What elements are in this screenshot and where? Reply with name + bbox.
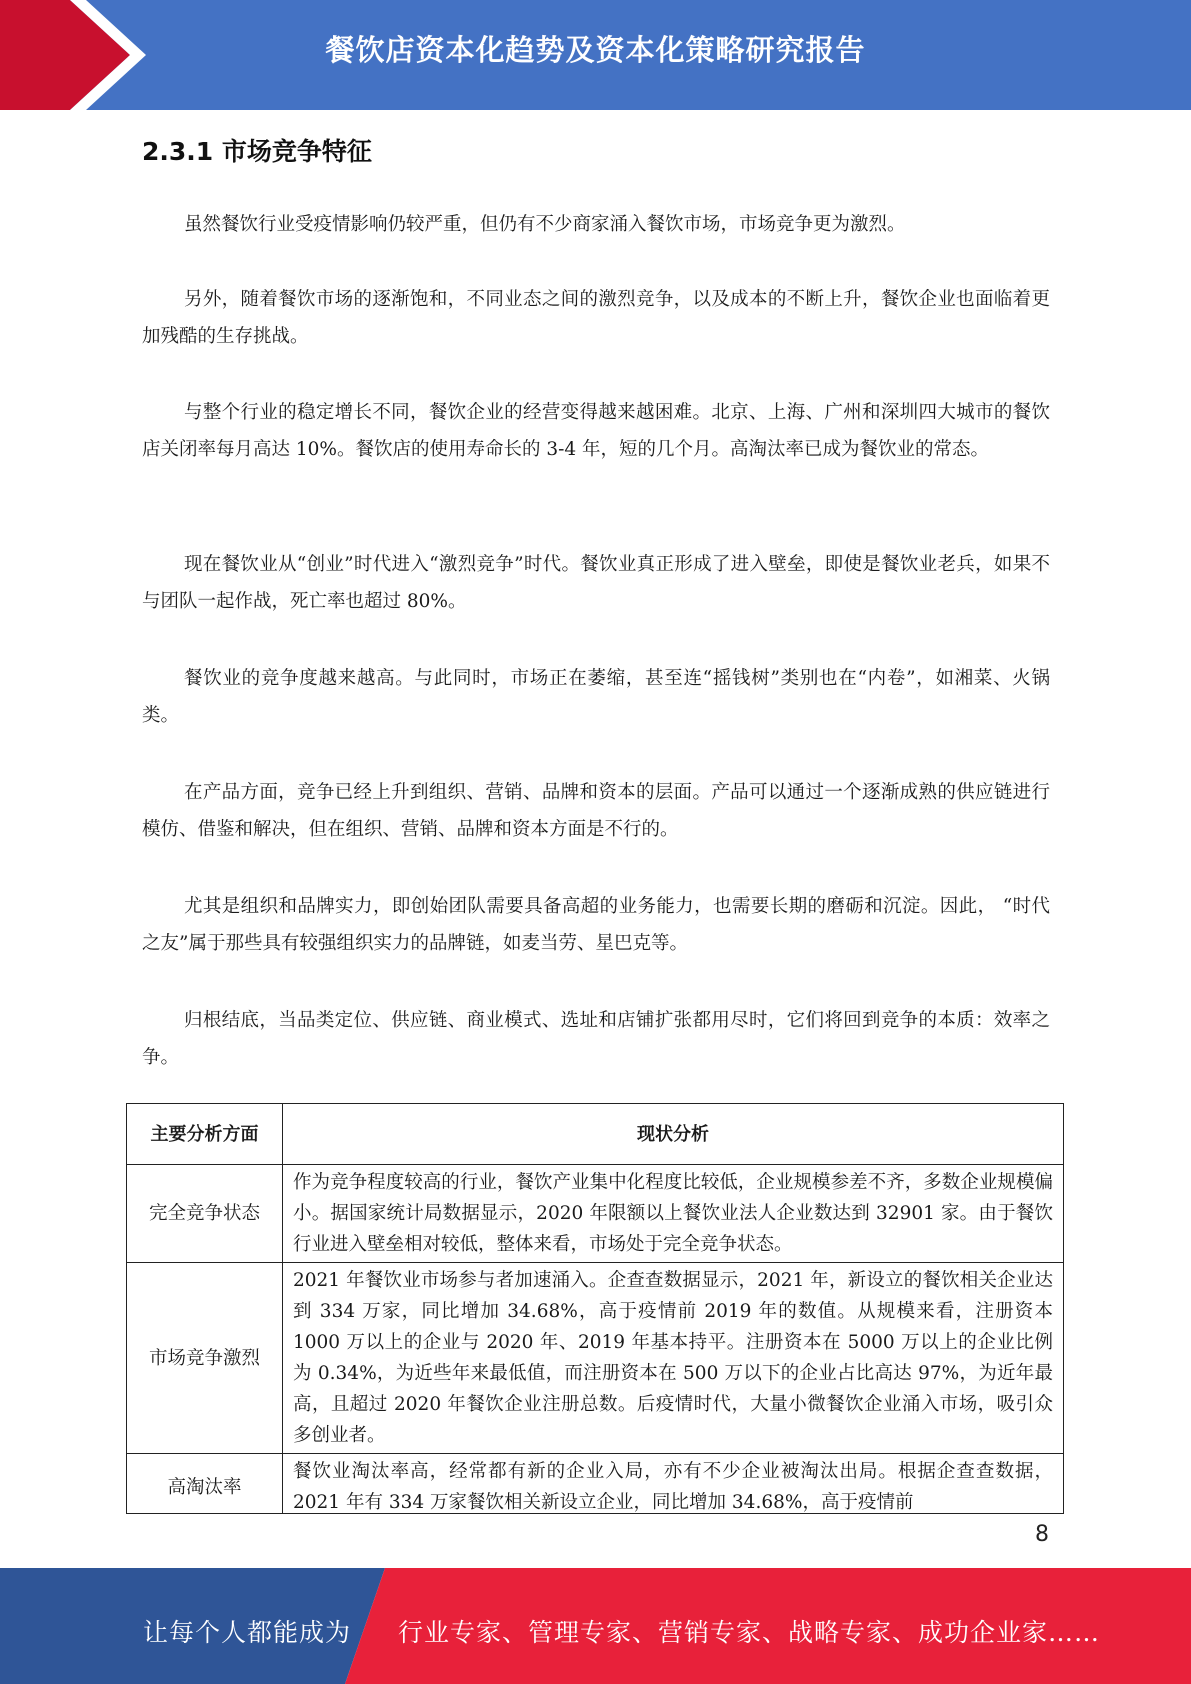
page-header	[0, 0, 1191, 110]
table-cell-analysis: 作为竞争程度较高的行业，餐饮产业集中化程度比较低，企业规模参差不齐，多数企业规模偏小。据国家统计局数据显示，2020 年限额以上餐饮业法人企业数达到 32901 家。由于餐饮行业进入壁垒相对较低，整体来看，市场处于完全竞争状态。	[283, 1165, 1064, 1263]
table-header-row	[127, 1104, 1064, 1165]
paragraph: 现在餐饮业从“创业”时代进入“激烈竞争”时代。餐饮业真正形成了进入壁垒，即使是餐饮业老兵，如果不与团队一起作战，死亡率也超过 80%。	[142, 554, 1050, 612]
table-row	[127, 1454, 1064, 1515]
table-cell-analysis: 餐饮业淘汰率高，经常都有新的企业入局，亦有不少企业被淘汰出局。根据企查查数据，2021 年有 334 万家餐饮相关新设立企业，同比增加 34.68%，高于疫情前	[283, 1454, 1064, 1515]
table-cell-analysis: 2021 年餐饮业市场参与者加速涌入。企查查数据显示，2021 年，新设立的餐饮相关企业达到 334 万家，同比增加 34.68%，高于疫情前 2019 年的数值。从规模来看，注册资本 1000 万以上的企业与 2020 年、2019 年基本持平。注册资本在 5000 万以上的企业比例为 0.34%，为近些年来最低值，而注册资本在 500 万以下的企业占比高达 97%，为近年最高，且超过 2020 年餐饮企业注册总数。后疫情时代，大量小微餐饮企业涌入市场，吸引众多创业者。	[283, 1263, 1064, 1454]
table-header-analysis: 现状分析	[283, 1104, 1064, 1165]
paragraph: 尤其是组织和品牌实力，即创始团队需要具备高超的业务能力，也需要长期的磨砺和沉淀。因此， “时代之友”属于那些具有较强组织实力的品牌链，如麦当劳、星巴克等。	[142, 896, 1050, 954]
footer-slogan-right: 行业专家、管理专家、营销专家、战略专家、成功企业家……	[398, 1618, 1101, 1647]
analysis-table	[126, 1103, 1064, 1514]
table-bottom-border	[127, 1513, 1064, 1514]
report-title: 餐饮店资本化趋势及资本化策略研究报告	[325, 33, 866, 67]
paragraph: 餐饮业的竞争度越来越高。与此同时，市场正在萎缩，甚至连“摇钱树”类别也在“内卷”，如湘菜、火锅类。	[142, 668, 1050, 726]
table-row	[127, 1263, 1064, 1454]
page-number: 8	[1035, 1522, 1049, 1547]
paragraph: 与整个行业的稳定增长不同，餐饮企业的经营变得越来越困难。北京、上海、广州和深圳四大城市的餐饮店关闭率每月高达 10%。餐饮店的使用寿命长的 3-4 年，短的几个月。高淘汰率已成为餐饮业的常态。	[142, 402, 1050, 460]
page-footer	[0, 1568, 1191, 1684]
section-heading: 2.3.1 市场竞争特征	[142, 137, 372, 166]
table-row	[127, 1165, 1064, 1263]
footer-slogan-left: 让每个人都能成为	[143, 1618, 352, 1647]
paragraph: 在产品方面，竞争已经上升到组织、营销、品牌和资本的层面。产品可以通过一个逐渐成熟的供应链进行模仿、借鉴和解决，但在组织、营销、品牌和资本方面是不行的。	[142, 782, 1050, 840]
paragraph: 另外，随着餐饮市场的逐渐饱和，不同业态之间的激烈竞争，以及成本的不断上升，餐饮企业也面临着更加残酷的生存挑战。	[142, 289, 1050, 347]
table-cell-aspect: 市场竞争激烈	[127, 1263, 283, 1454]
table-header-aspect: 主要分析方面	[127, 1104, 283, 1165]
paragraph: 虽然餐饮行业受疫情影响仍较严重，但仍有不少商家涌入餐饮市场，市场竞争更为激烈。	[184, 214, 906, 235]
table-cell-aspect: 完全竞争状态	[127, 1165, 283, 1263]
paragraph: 归根结底，当品类定位、供应链、商业模式、选址和店铺扩张都用尽时，它们将回到竞争的本质：效率之争。	[142, 1010, 1050, 1068]
table-cell-aspect: 高淘汰率	[127, 1454, 283, 1515]
analysis-table-container	[126, 1103, 1066, 1514]
